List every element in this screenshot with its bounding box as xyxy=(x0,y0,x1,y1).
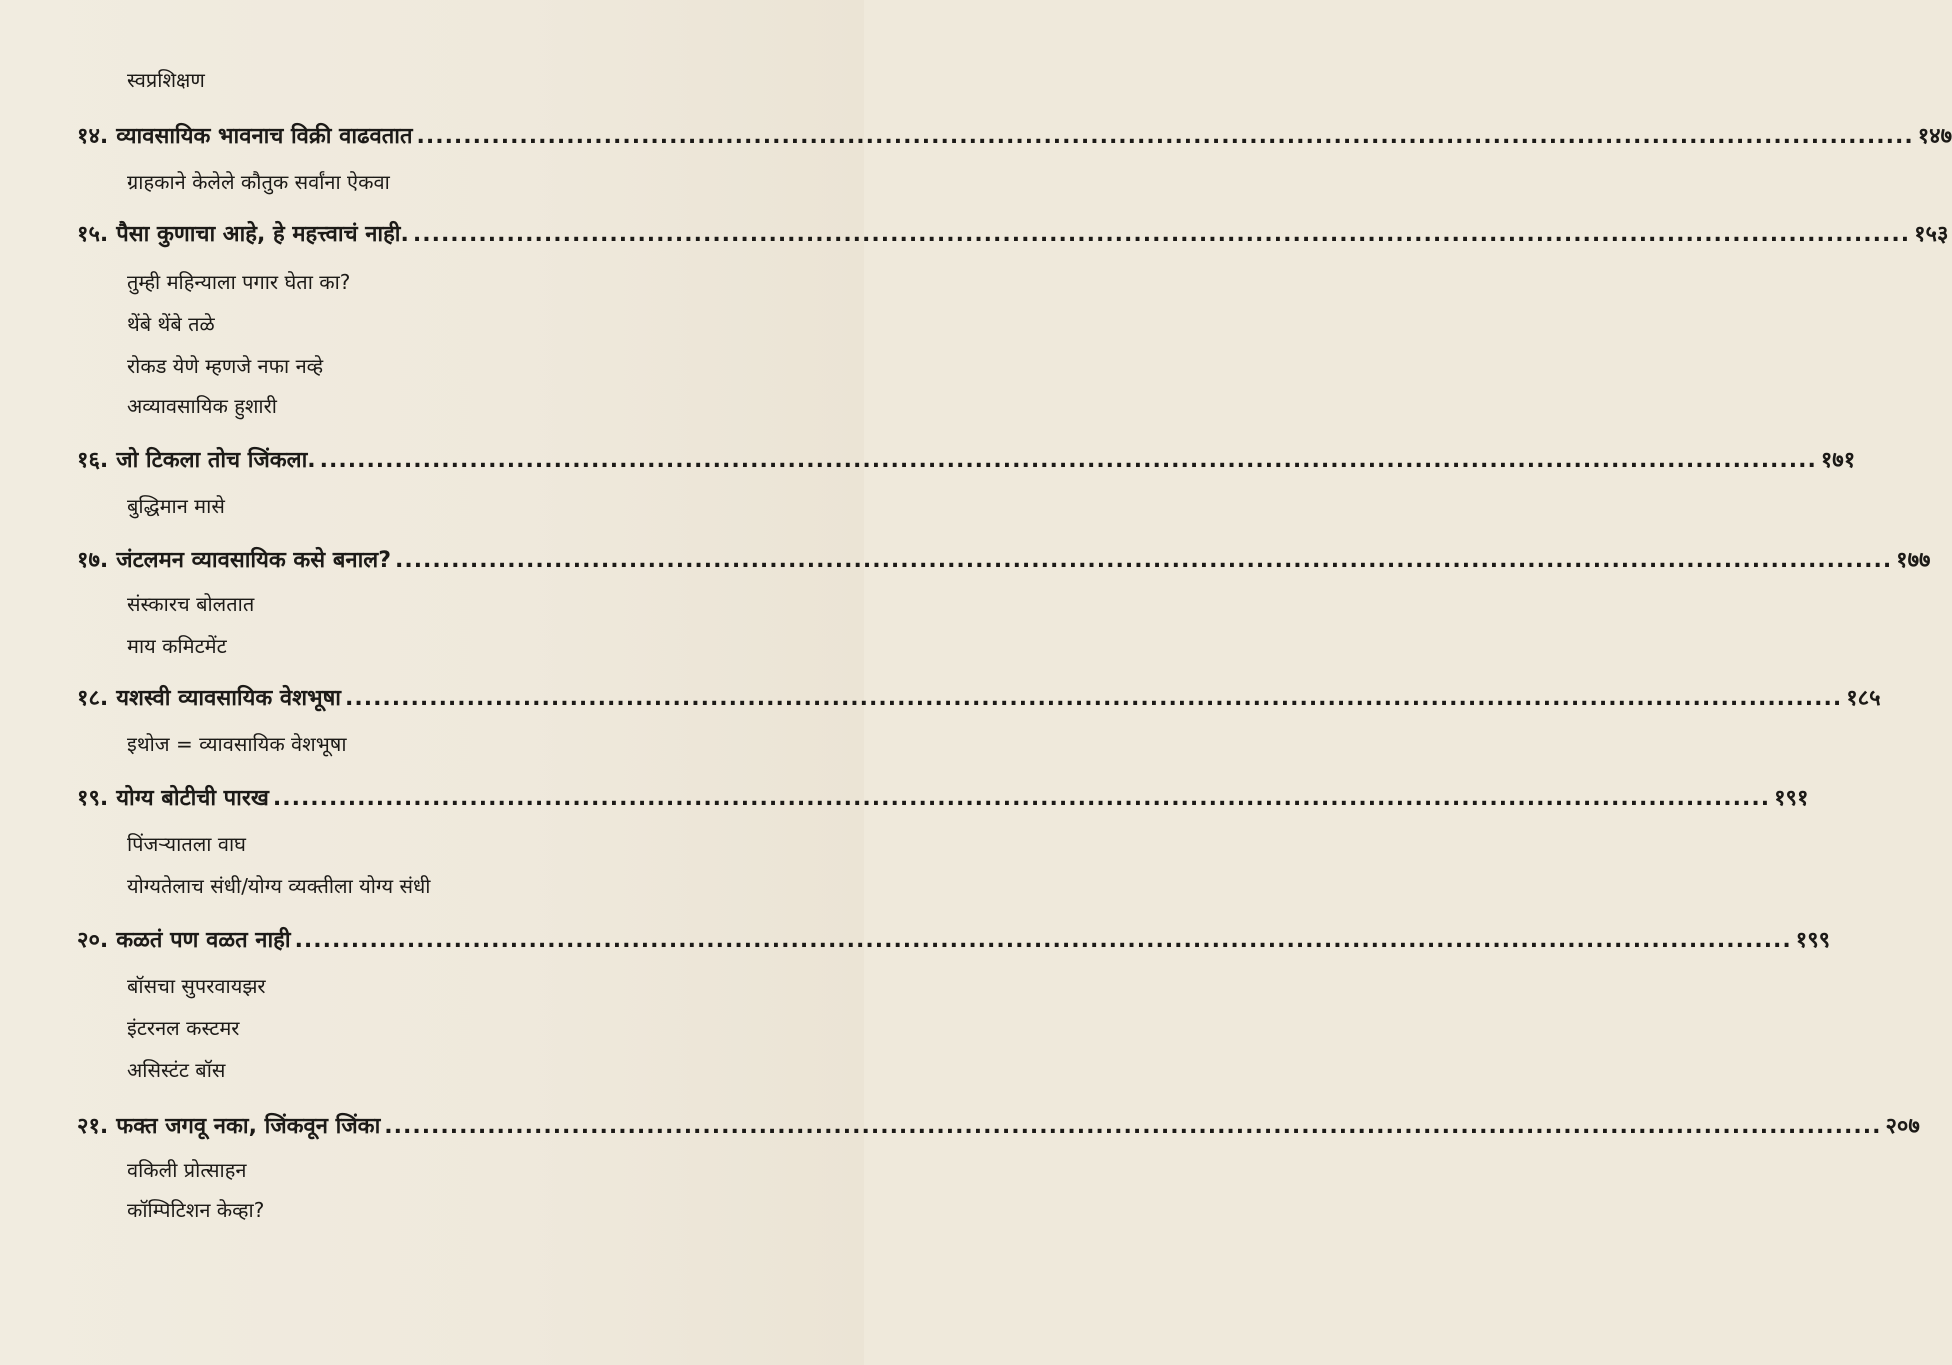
dot-leader: ................................................................................................................................................................ xyxy=(416,124,1914,149)
dot-leader: ................................................................................................................................................................ xyxy=(394,548,1893,573)
dot-leader: ................................................................................................................................................................ xyxy=(294,928,1792,953)
chapter-number: २०. xyxy=(77,928,109,953)
toc-chapter-entry xyxy=(77,682,1881,712)
toc-chapter-entry xyxy=(77,782,1809,812)
toc-subtopic: रोकड येणे म्हणजे नफा नव्हे xyxy=(127,354,324,378)
chapter-page-number: १७७ xyxy=(1896,548,1931,573)
chapter-page-number: २०७ xyxy=(1885,1114,1920,1139)
dot-leader: ................................................................................................................................................................ xyxy=(319,448,1817,473)
toc-subtopic: ग्राहकाने केलेले कौतुक सर्वांना ऐकवा xyxy=(127,170,390,194)
chapter-number: २१. xyxy=(77,1114,109,1139)
chapter-title: व्यावसायिक भावनाच विक्री वाढवतात xyxy=(116,124,413,149)
chapter-title: जंटलमन व्यावसायिक कसे बनाल? xyxy=(116,548,391,573)
toc-subtopic: इंटरनल कस्टमर xyxy=(127,1016,240,1040)
dot-leader: ................................................................................................................................................................ xyxy=(412,222,1911,247)
toc-chapter-entry xyxy=(77,218,1949,248)
toc-chapter-entry xyxy=(77,120,1952,150)
toc-chapter-entry xyxy=(77,1110,1920,1140)
chapter-number: १४. xyxy=(77,124,109,149)
dot-leader: ................................................................................................................................................................ xyxy=(272,786,1771,811)
toc-subtopic: बुद्धिमान मासे xyxy=(127,494,225,518)
chapter-title: फक्त जगवू नका, जिंकवून जिंका xyxy=(116,1114,381,1139)
chapter-title: कळतं पण वळत नाही xyxy=(116,928,291,953)
chapter-page-number: १४७ xyxy=(1917,124,1952,149)
toc-subtopic: संस्कारच बोलतात xyxy=(127,592,255,616)
chapter-number: १६. xyxy=(77,448,109,473)
toc-subtopic: कॉम्पिटिशन केव्हा? xyxy=(127,1198,265,1222)
chapter-number: १८. xyxy=(77,686,109,711)
chapter-page-number: १८५ xyxy=(1846,686,1881,711)
chapter-page-number: १५३ xyxy=(1914,222,1949,247)
dot-leader: ................................................................................................................................................................ xyxy=(384,1114,1882,1139)
toc-subtopic: असिस्टंट बॉस xyxy=(127,1058,226,1082)
chapter-page-number: १९९ xyxy=(1795,928,1831,953)
chapter-title: यशस्वी व्यावसायिक वेशभूषा xyxy=(116,686,341,711)
toc-subtopic: योग्यतेलाच संधी/योग्य व्यक्तीला योग्य संधी xyxy=(127,874,431,898)
toc-subtopic: तुम्ही महिन्याला पगार घेता का? xyxy=(127,270,351,294)
toc-subtopic: वकिली प्रोत्साहन xyxy=(127,1158,247,1182)
toc-subtopic: बॉसचा सुपरवायझर xyxy=(127,974,266,998)
chapter-title: पैसा कुणाचा आहे, हे महत्त्वाचं नाही. xyxy=(116,222,409,247)
toc-subtopic: पिंजऱ्यातला वाघ xyxy=(127,832,246,856)
toc-subtopic: इथोज = व्यावसायिक वेशभूषा xyxy=(127,732,347,756)
toc-subtopic: थेंबे थेंबे तळे xyxy=(127,312,215,336)
chapter-title: जो टिकला तोच जिंकला. xyxy=(116,448,316,473)
chapter-number: १५. xyxy=(77,222,109,247)
toc-subtopic: अव्यावसायिक हुशारी xyxy=(127,394,277,418)
toc-chapter-entry xyxy=(77,544,1931,574)
dot-leader: ................................................................................................................................................................ xyxy=(345,686,1843,711)
toc-chapter-entry xyxy=(77,924,1831,954)
chapter-page-number: १९१ xyxy=(1774,786,1809,811)
toc-subtopic: माय कमिटमेंट xyxy=(127,634,227,658)
chapter-title: योग्य बोटीची पारख xyxy=(116,786,269,811)
chapter-page-number: १७१ xyxy=(1820,448,1856,473)
toc-subtopic: स्वप्रशिक्षण xyxy=(127,68,205,92)
toc-chapter-entry xyxy=(77,444,1856,474)
chapter-number: १९. xyxy=(77,786,109,811)
chapter-number: १७. xyxy=(77,548,109,573)
